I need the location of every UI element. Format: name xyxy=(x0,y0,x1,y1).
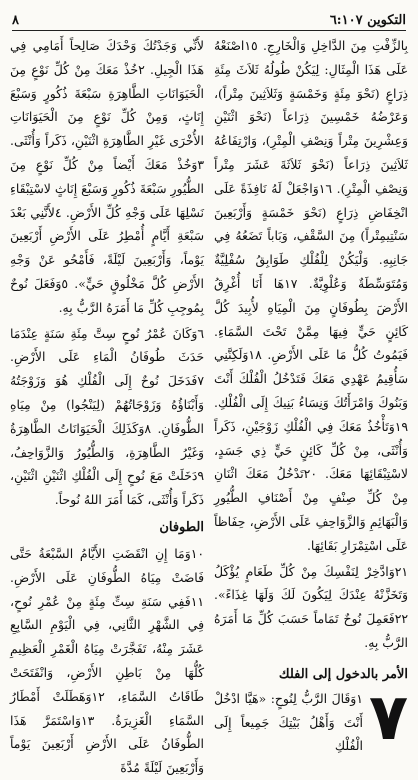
section-heading-enter-ark: الأمر بالدخول إلى الفلك xyxy=(278,666,408,682)
paragraph-genesis-6-14-20: بِالزِّفْتِ مِنَ الدَّاخِلِ وَالْخَارِجِ. ١٥اصْنَعْهُ عَلَى هَذَا الْمِثَالِ: لِيَكُنْ طُولُهُ ثَلاَثَ مِئَةِ ذِرَاعٍ (نَحْوَ مِئَةٍ وَخَمْسَةٍ وَثَلاَثِينَ مِتْراً)، وَعَرْضُهُ خَمْسِينَ ذِرَاعاً (نَحْوَ اثْنَيْنِ وَعِشْرِينَ مِتْراً وَنِصْفِ الْمِتْرِ)، وَارْتِفَاعُهُ ثَلاَثِينَ ذِرَاعاً (نَحْوَ ثَلاَثَةَ عَشَرَ مِتْراً وَنِصْفِ الْمِتْرِ). ١٦وَاجْعَلْ لَهُ نَافِذَةً عَلَى انْخِفَاضِ ذِرَاعٍ (نَحْوَ خَمْسَةٍ وَأَرْبَعِينَ سَنْتِيمِتْراً) مِنَ السَّقْفِ، وَبَاباً تَضَعُهُ فِي جَانِبِهِ. وَلْيَكُنْ لِلْفُلْكِ طَوَابِقُ سُفْلِيَّةٌ وَمُتَوَسِّطَةٌ وَعُلْوِيَّةٌ. ١٧هَا أَنَا أُغْرِقُ الأَرْضَ بِطُوفَانٍ مِنَ الْمِيَاهِ لأُبِيدَ كُلَّ كَائِنٍ حَيٍّ فِيهَا مِمَّنْ تَحْتَ السَّمَاءِ. فَيَمُوتُ كُلُّ مَا عَلَى الأَرْضِ. ١٨وَلَكِنَّنِي سَأُقِيمُ عَهْدِي مَعَكَ فَتَدْخُلُ الْفُلْكَ أَنْتَ وَبَنُوكَ وَامْرَأَتُكَ وَنِسَاءُ بَنِيكَ إِلَى الْفُلْكِ. ١٩وَتَأْخُذُ مَعَكَ فِي الْفُلْكِ زَوْجَيْنِ، ذَكَراً وَأُنْثَى، مِنْ كُلِّ كَائِنٍ حَيٍّ ذِي جَسَدٍ، لاسْتِبْقَائِهَا مَعَكَ. ٢٠تَدْخُلُ مَعَكَ اثْنَانِ مِنْ كُلِّ صِنْفٍ مِنْ أَصْنَافِ الطُّيُورِ وَالْبَهَائِمِ وَالزَّوَاحِفِ عَلَى الأَرْضِ، حِفَاظاً عَلَى اسْتِمْرَارِ بَقَائِهَا. xyxy=(214,38,408,553)
paragraph-genesis-6-21-22: ٢١وَادَّخِرْ لِنَفْسِكَ مِنْ كُلِّ طَعَامٍ يُؤْكَلُ وَتَخَزَّنْهُ عِنْدَكَ لِيَكُونَ لَكَ وَلَهَا غِذَاءً». ٢٢فَعَمِلَ نُوحٌ تَمَاماً حَسَبَ كُلِّ مَا أَمَرَهُ الرَّبُّ بِهِ. xyxy=(214,563,408,650)
paragraph-genesis-7-1-5: لأَنِّي وَجَدْتُكَ وَحْدَكَ صَالِحاً أَمَامِي فِي هَذَا الْجِيلِ. ٢خُذْ مَعَكَ مِنْ كُلِّ نَوْعٍ مِنَ الْحَيَوَانَاتِ الطَّاهِرَةِ سَبْعَةَ ذُكُورٍ وَسَبْعَ إِنَاثٍ، وَمِنْ كُلِّ نَوْعٍ مِنَ الْحَيَوَانَاتِ الأُخْرَى غَيْرِ الطَّاهِرَةِ اثْنَيْنِ، ذَكَراً وَأُنْثَى. ٣وَخُذْ مَعَكَ أَيْضاً مِنْ كُلِّ نَوْعٍ مِنَ الطُّيُورِ سَبْعَةَ ذُكُورٍ وَسَبْعَ إِنَاثٍ لاسْتِبْقَاءِ نَسْلِهَا عَلَى وَجْهِ كُلِّ الأَرْضِ. ٤لأَنَّنِي بَعْدَ سَبْعَةِ أَيَّامٍ أُمْطِرُ عَلَى الأَرْضِ أَرْبَعِينَ يَوْماً، وَأَرْبَعِينَ لَيْلَةً، فَأَمْحُو عَنْ وَجْهِ الأَرْضِ كُلَّ مَخْلُوقٍ حَيٍّ». ٥وَفَعَلَ نُوحٌ بِمُوجِبِ كُلِّ مَا أَمَرَهُ الرَّبُّ بِهِ. xyxy=(10,38,205,315)
running-head: التكوين ٦:١٠٧ xyxy=(329,13,406,28)
page-number: ٨ xyxy=(12,13,19,28)
paragraph-genesis-7-6-9: ٦وَكَانَ عُمْرُ نُوحٍ سِتَّ مِئَةِ سَنَةٍ عِنْدَمَا حَدَثَ طُوفَانُ الْمَاءِ عَلَى الأَرْضِ. ٧فَدَخَلَ نُوحٌ إِلَى الْفُلْكِ هُوَ وَزَوْجَتُهُ وَأَبْنَاؤُهُ وَزَوْجَاتُهُمْ (لِيَنْجُوا) مِنْ مِيَاهِ الطُّوفَانِ. ٨وَكَذَلِكَ الْحَيَوَانَاتُ الطَّاهِرَةُ وَغَيْرُ الطَّاهِرَةِ، وَالطُّيُورُ وَالزَّوَاحِفُ، ٩دَخَلَتْ مَعَ نُوحٍ إِلَى الْفُلْكِ اثْنَيْنِ اثْنَيْنِ، ذَكَراً وَأُنْثَى، كَمَا أَمَرَ اللهُ نُوحاً. xyxy=(10,325,204,508)
paragraph-genesis-7-1: ١وَقَالَ الرَّبُّ لِنُوحٍ: «هَيَّا ادْخُلْ أَنْتَ وَأَهْلُ بَيْتِكَ جَمِيعاً إِلَى الْفُلْكِ xyxy=(214,690,363,754)
paragraph-genesis-7-10-13: ١٠وَمَا إِنِ انْقَضَتِ الأَيَّامُ السَّبْعَةُ حَتَّى فَاضَتْ مِيَاهُ الطُّوفَانِ عَلَى الأَرْضِ. ١١فَفِي سَنَةِ سِتِّ مِئَةٍ مِنْ عُمْرِ نُوحٍ، فِي الشَّهْرِ الثَّانِي، فِي الْيَوْمِ السَّابِعِ عَشَرَ مِنْهُ، تَفَجَّرَتْ مِيَاهُ الْغَمْرِ الْعَظِيمِ كُلُّهَا مِنْ بَاطِنِ الأَرْضِ، وَانْفَتَحَتْ طَاقَاتُ السَّمَاءِ، ١٢وَهَطَلَتْ أَمْطَارُ السَّمَاءِ الْغَزِيرَةُ. ١٣وَاسْتَمَرَّ هَذَا الطُّوفَانُ عَلَى الأَرْضِ أَرْبَعِينَ يَوْماً وَأَرْبَعِينَ لَيْلَةً مُدَّةَ xyxy=(10,545,204,776)
text-columns xyxy=(10,34,408,776)
left-column xyxy=(10,34,205,776)
section-heading-flood: الطوفان xyxy=(159,519,204,535)
page-header xyxy=(12,6,406,31)
right-column xyxy=(214,34,408,755)
chapter-number: ٧ xyxy=(368,680,408,755)
chapter-7-start xyxy=(214,680,408,758)
